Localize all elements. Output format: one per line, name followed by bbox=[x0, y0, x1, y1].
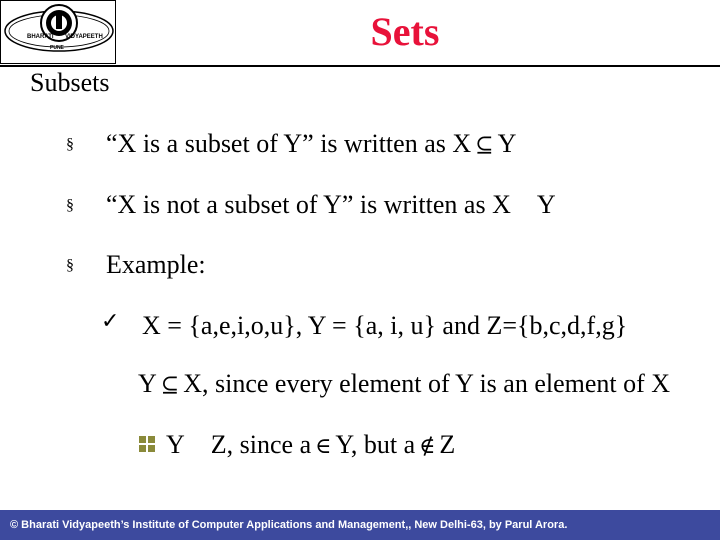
not-element-of-symbol: ∉ bbox=[419, 434, 436, 459]
statement-mid: Y, but a bbox=[335, 430, 416, 459]
bullet-text: “X is a subset of Y” is written as X bbox=[106, 129, 472, 158]
statement-subset bbox=[138, 369, 670, 401]
subset-symbol: ⊆ bbox=[160, 373, 180, 398]
institute-logo bbox=[0, 0, 116, 64]
check-icon: ✓ bbox=[101, 309, 120, 334]
bullet-marker: § bbox=[66, 136, 74, 153]
bullet-not-subset-notation bbox=[106, 190, 556, 220]
statement-right: X, since every element of Y is an element of X bbox=[183, 369, 671, 398]
slide-subtitle: Subsets bbox=[30, 68, 110, 97]
statement-left: Y bbox=[138, 369, 157, 398]
header bbox=[0, 0, 720, 66]
statement-right: Z, since a bbox=[210, 430, 312, 459]
bullet-subset-notation bbox=[106, 129, 516, 161]
element-of-symbol: ∈ bbox=[315, 434, 332, 459]
statement-not-subset bbox=[166, 430, 455, 462]
svg-text:VIDYAPEETH: VIDYAPEETH bbox=[65, 34, 103, 40]
header-divider bbox=[0, 65, 720, 67]
bullet-tail: Y bbox=[497, 129, 517, 158]
footer-credit: © Bharati Vidyapeeth’s Institute of Computer Applications and Management,, New Delhi-63, by Parul Arora. bbox=[0, 510, 720, 540]
page-title: Sets bbox=[370, 9, 440, 54]
bullet-tail: Y bbox=[536, 190, 556, 219]
bullet-text: “X is not a subset of Y” is written as X bbox=[106, 190, 511, 219]
subset-symbol: ⊆ bbox=[475, 133, 494, 158]
bullet-example-label: Example: bbox=[106, 250, 206, 279]
grid-bullet-icon bbox=[139, 436, 155, 452]
svg-text:PUNE: PUNE bbox=[50, 45, 64, 51]
example-sets-line: X = {a,e,i,o,u}, Y = {a, i, u} and Z={b,c,d,f,g} bbox=[142, 311, 628, 340]
bullet-marker: § bbox=[66, 197, 74, 214]
statement-left: Y bbox=[166, 430, 185, 459]
statement-end: Z bbox=[439, 430, 456, 459]
svg-text:BHARATI: BHARATI bbox=[27, 34, 54, 40]
bullet-marker: § bbox=[66, 257, 74, 274]
